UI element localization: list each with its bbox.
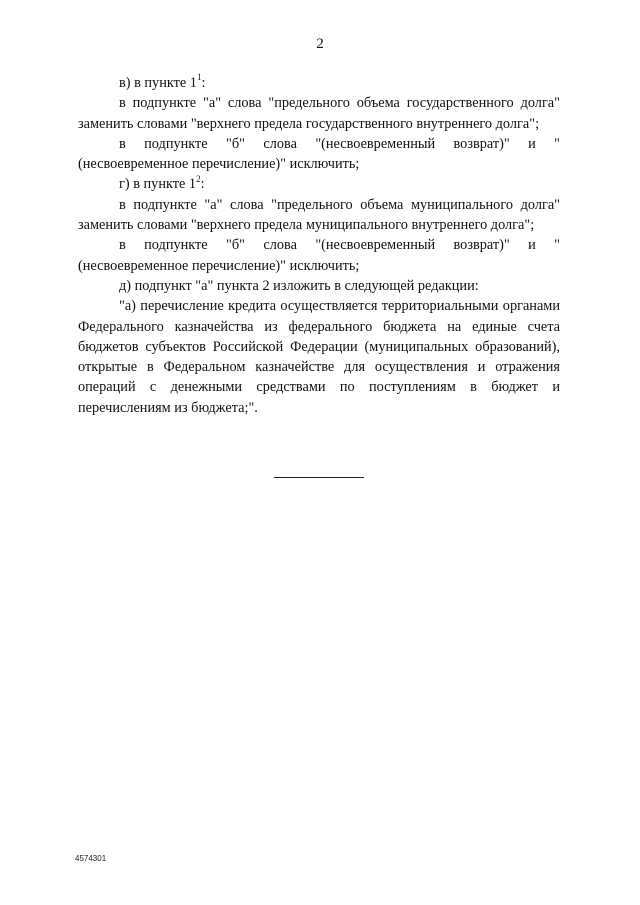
item-v-heading-colon: : [201,75,206,91]
item-g-paragraph-1: в подпункте "а" слова "предельного объема муниципального долга" заменить словами "верхнего предела муниципального внутреннего долга"; [78,196,560,234]
item-g-heading-colon: : [200,176,205,193]
item-d-heading: д) подпункт "а" пункта 2 изложить в следующей редакции: [119,277,479,294]
item-g-heading [78,174,560,194]
page-number: 2 [316,36,324,52]
item-v-heading [78,73,560,93]
item-g-superscript: 2 [196,173,201,184]
amendment-text [78,73,560,418]
item-v-superscript: 1 [196,72,202,83]
document-id: 4574301 [75,854,107,863]
item-d-quoted-text: "а) перечисление кредита осуществляется территориальными органами Федерального казначейства из федерального бюджета на единые счета бюджетов субъектов Российской Федерации (муниципальных образований), открытые в Федеральном казначействе для осуществления и отражения операций с денежными средствами по поступлениям в бюджет и перечислениям из бюджета;". [78,298,560,416]
item-g-paragraph-2: в подпункте "б" слова "(несвоевременный возврат)" и "(несвоевременное перечисление)" исключить; [78,237,560,274]
end-divider [274,477,364,478]
item-v-paragraph-2: в подпункте "б" слова "(несвоевременный возврат)" и "(несвоевременное перечисление)" исключить; [78,135,560,173]
item-v-heading-text: в) в пункте 1 [119,75,197,91]
item-v-paragraph-1: в подпункте "а" слова "предельного объема государственного долга" заменить словами "верхнего предела государственного внутреннего долга"; [78,95,560,132]
item-g-heading-text: г) в пункте 1 [119,176,197,193]
